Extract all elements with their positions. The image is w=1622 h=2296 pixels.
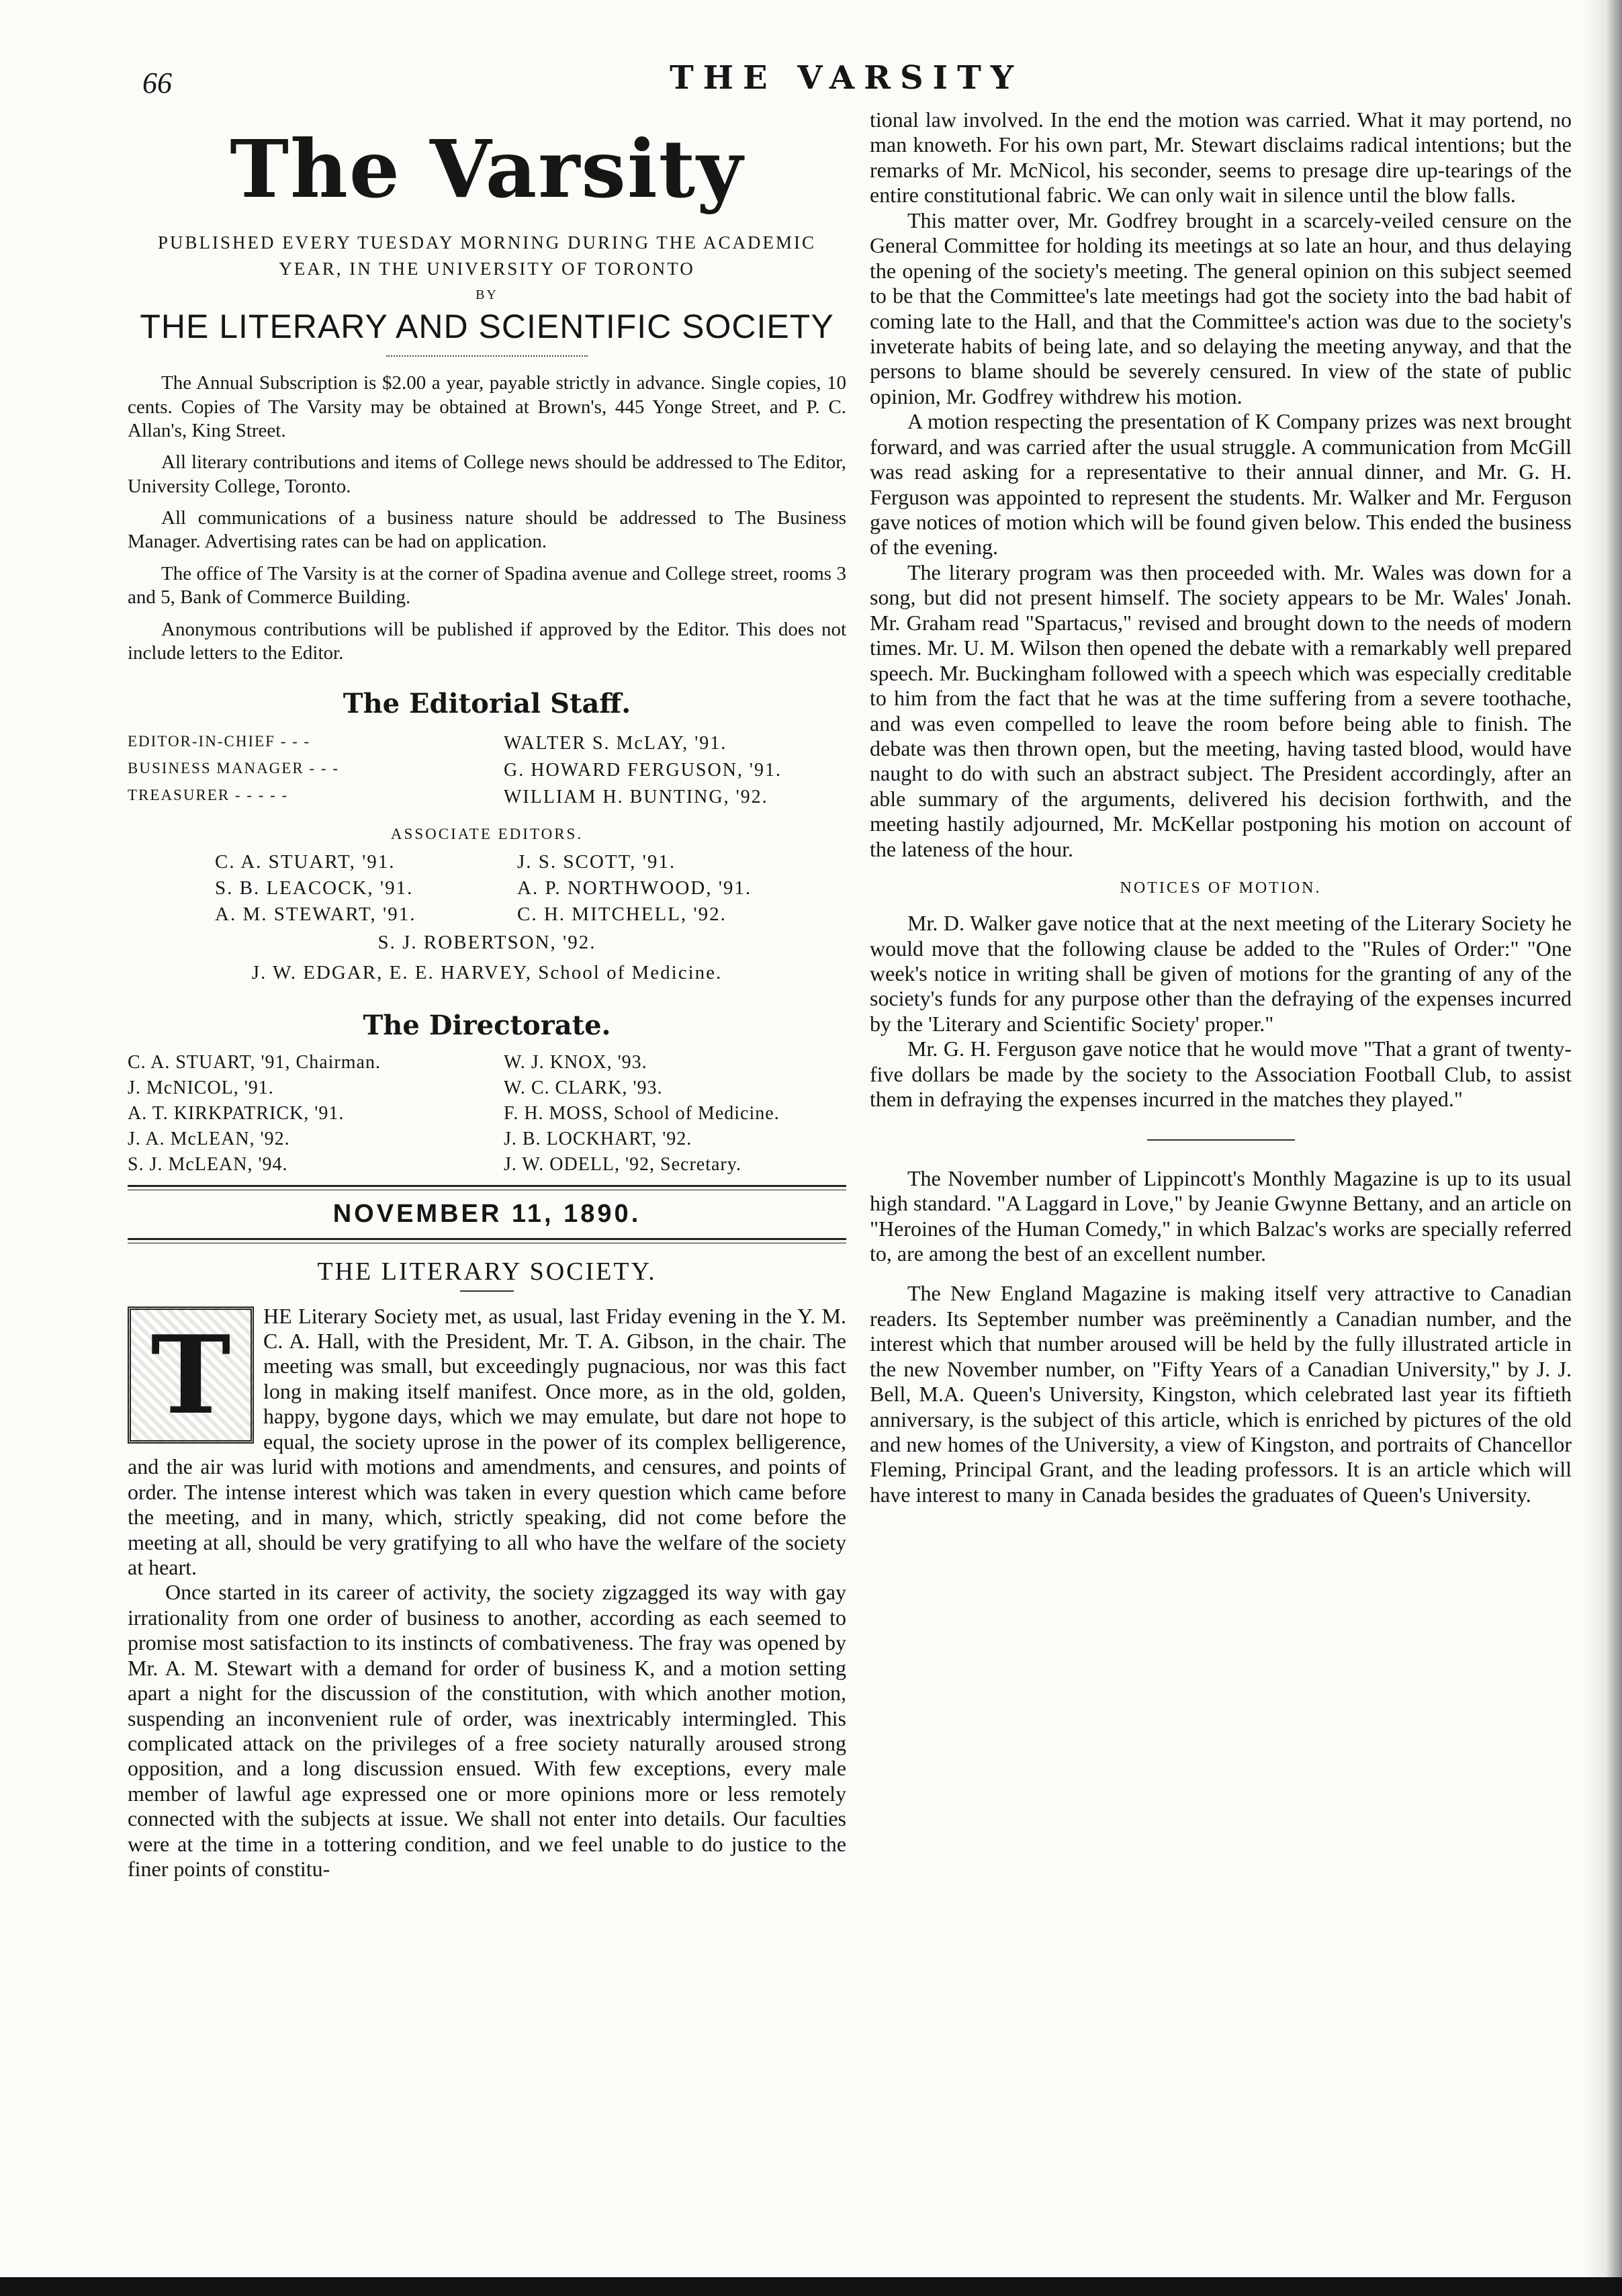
notice-paragraph: All communications of a business nature should be addressed to The Business Manager. Advertising rates can be had on application. [128,507,846,553]
issue-date: NOVEMBER 11, 1890. [332,1199,641,1228]
director-entry: S. J. McLEAN, '94. [128,1153,288,1175]
staff-role: BUSINESS MANAGER - - - [128,760,339,777]
associate-editor: J. S. SCOTT, '91. [517,851,676,873]
associate-editors-list [215,851,806,926]
left-column [128,122,846,1882]
editorial-staff-table [128,730,846,811]
subscription-notice [128,371,846,665]
associate-editor: J. W. EDGAR, E. E. HARVEY, School of Medicine. [251,962,723,984]
spacer [870,1266,1572,1281]
magazine-paragraph: The New England Magazine is making itself very attractive to Canadian readers. Its September number was preëminently a Canadian number, and the interest which that number aroused will be held by the fully illustrated article in the new November number, on "Fifty Years of a Canadian University," by J. J. Bell, M.A. Queen's University, Kingston, which celebrated last year its fiftieth anniversary, is the subject of this article, which is enriched by pictures of the old and new homes of the University, a view of Kingston, and portraits of Chancellor Fleming, Principal Grant, and the leading professors. It is an article which will have interest to many in Canada besides the graduates of Queen's University. [870,1281,1572,1507]
divider [460,1290,514,1292]
director-entry: J. W. ODELL, '92, Secretary. [504,1153,741,1175]
dropcap-initial: T [128,1307,254,1444]
running-head: THE VARSITY [669,59,1024,97]
associate-editors-heading: ASSOCIATE EDITORS. [390,826,584,843]
divider [128,1238,846,1243]
page-number: 66 [142,67,172,99]
divider [1147,1139,1295,1141]
directorate-list [128,1052,846,1176]
associate-editor: C. A. STUART, '91. [215,851,396,873]
article-paragraph: The literary program was then proceeded with. Mr. Wales was down for a song, but did not present himself. The society appears to be Mr. Wales' Jonah. Mr. Graham read "Spartacus," revised and brought down to the needs of modern times. Mr. U. M. Wilson then opened the debate with a remarkably well prepared speech. Mr. Buckingham followed with a speech which was especially creditable to him from the fact that he was at the time suffering from a severe toothache, and was even compelled to leave the room before being able to finish. The debate was then thrown open, but the meeting, having tasted blood, would have naught to do with such an abstract subject. The President accordingly, after an able summary of the arguments, delivered his decision forthwith, and the meeting hastily adjourned, Mr. McKellar postponing his motion on account of the lateness of the hour. [870,560,1572,861]
director-entry: J. A. McLEAN, '92. [128,1128,290,1149]
director-entry: J. McNICOL, '91. [128,1077,274,1098]
magazine-notes [870,1166,1572,1508]
by-line: BY [476,288,498,303]
director-entry: J. B. LOCKHART, '92. [504,1128,692,1149]
article-paragraph: HE Literary Society met, as usual, last Friday evening in the Y. M. C. A. Hall, with the President, Mr. T. A. Gibson, in the chair. The meeting was small, but exceedingly pugnacious, nor was this fact long in making itself manifest. Once more, as in the old, golden, happy, bygone days, which we may emulate, but dare not hope to equal, the society uprose in the power of its complex belligerence, and the air was lurid with motions and amendments, and censures, and points of order. The intense interest which was taken in every question which came before the meeting, and in many, which, strictly speaking, did not come before the meeting at all, should be very gratifying to all who have the welfare of the society at heart. [128,1303,846,1579]
article-paragraph: This matter over, Mr. Godfrey brought in a scarcely-veiled censure on the General Committee for holding its meetings at so late an hour, and thus delaying the opening of the society's meeting. The general opinion on this subject seemed to be that the Committee's late meetings had got the society into the bad habit of coming late to the Hall, and that the Committee's action was due to the society's inveterate habits of being late, and so delaying the meeting anyway, and that the persons to blame should be severely censured. In view of the state of public opinion, Mr. Godfrey withdrew his motion. [870,208,1572,408]
notice-paragraph: All literary contributions and items of College news should be addressed to The Editor, University College, Toronto. [128,451,846,497]
notice-paragraph: Anonymous contributions will be published if approved by the Editor. This does not include letters to the Editor. [128,618,846,664]
notice-paragraph: The office of The Varsity is at the corner of Spadina avenue and College street, rooms 3 and 5, Bank of Commerce Building. [128,562,846,609]
associate-editor: S. J. ROBERTSON, '92. [377,932,596,954]
staff-name: WILLIAM H. BUNTING, '92. [504,787,768,808]
article-paragraph: Once started in its career of activity, the society zigzagged its way with gay irrationality from one order of business to another, according as each seemed to promise most satisfaction to its instincts of combativeness. The fray was opened by Mr. A. M. Stewart with a demand for order of business K, and a motion setting apart a night for the discussion of the constitution, with which another motion, suspending an inconvenient rule of order, was inextricably intermingled. This complicated attack on the privileges of a free society naturally aroused strong opposition, and a long discussion ensued. With few exceptions, every male member of lawful age expressed one or more opinions more or less remotely connected with the subjects at issue. We shall not enter into details. Our faculties were at the time in a tottering condition, and we feel unable to do justice to the finer points of constitu- [128,1580,846,1882]
staff-name: WALTER S. McLAY, '91. [504,733,727,754]
article-body-right [870,107,1572,862]
director-entry: W. J. KNOX, '93. [504,1051,647,1073]
editorial-staff-heading: The Editorial Staff. [343,688,631,720]
right-column [870,107,1572,1507]
magazine-paragraph: The November number of Lippincott's Monthly Magazine is up to its usual high standard. "A Laggard in Love," by Jeanie Gwynne Bettany, and an article on "Heroines of the Human Comedy," in which Balzac's works are specially referred to, are among the best of an excellent number. [870,1165,1572,1266]
staff-row [128,730,846,757]
staff-role: TREASURER - - - - - [128,787,289,804]
article-title: THE LITERARY SOCIETY. [317,1257,657,1286]
associate-editor: S. B. LEACOCK, '91. [215,877,414,899]
director-entry: W. C. CLARK, '93. [504,1077,663,1098]
director-entry: A. T. KIRKPATRICK, '91. [128,1102,345,1124]
director-entry: F. H. MOSS, School of Medicine. [504,1102,780,1124]
divider [386,355,588,357]
page-edge-shadow [1582,0,1622,2296]
publication-line: PUBLISHED EVERY TUESDAY MORNING DURING THE ACADEMIC YEAR, IN THE UNIVERSITY OF TORONTO [157,232,817,279]
staff-role: EDITOR-IN-CHIEF - - - [128,733,311,750]
notice-of-motion: Mr. D. Walker gave notice that at the next meeting of the Literary Society he would move that the following clause be added to the "Rules of Order:" "One week's notice in writing shall be given of motions for the granting of any of the society's funds for any purpose other than the defraying of the expenses incurred by the 'Literary and Scientific Society' proper." [870,911,1572,1036]
director-entry: C. A. STUART, '91, Chairman. [128,1051,381,1073]
masthead-title: The Varsity [230,122,744,216]
divider [128,1185,846,1190]
notice-of-motion: Mr. G. H. Ferguson gave notice that he would move "That a grant of twenty-five dollars be made by the society to the Association Football Club, to assist them in defraying the expenses incurred in the matches they played." [870,1036,1572,1112]
associate-editor: C. H. MITCHELL, '92. [517,903,727,926]
scan-border [0,2277,1622,2296]
notices-heading: NOTICES OF MOTION. [1120,879,1322,897]
staff-row [128,757,846,784]
associate-editor: A. P. NORTHWOOD, '91. [517,877,752,899]
associate-editor: A. M. STEWART, '91. [215,903,416,926]
staff-name: G. HOWARD FERGUSON, '91. [504,760,782,781]
article-paragraph: tional law involved. In the end the motion was carried. What it may portend, no man knoweth. For his own part, Mr. Stewart disclaims radical intentions; but the remarks of Mr. McNicol, his seconder, seems to presage dire up-tearings of the entire constitutional fabric. We can only wait in silence until the blow falls. [870,107,1572,208]
society-name: THE LITERARY AND SCIENTIFIC SOCIETY [140,308,834,346]
notice-paragraph: The Annual Subscription is $2.00 a year, payable strictly in advance. Single copies, 10 cents. Copies of The Varsity may be obtained at Brown's, 445 Yonge Street, and P. C. Allan's, King Street. [128,372,846,441]
directorate-heading: The Directorate. [363,1009,611,1041]
article-paragraph: A motion respecting the presentation of K Company prizes was next brought forward, and was carried after the usual struggle. A communication from McGill was read asking for a representative to their annual dinner, and Mr. G. H. Ferguson was appointed to represent the students. Mr. Walker and Mr. Ferguson gave notices of motion which will be found given below. This ended the business of the evening. [870,409,1572,560]
staff-row [128,784,846,811]
notices-body [870,911,1572,1112]
article-body-left [128,1304,846,1882]
